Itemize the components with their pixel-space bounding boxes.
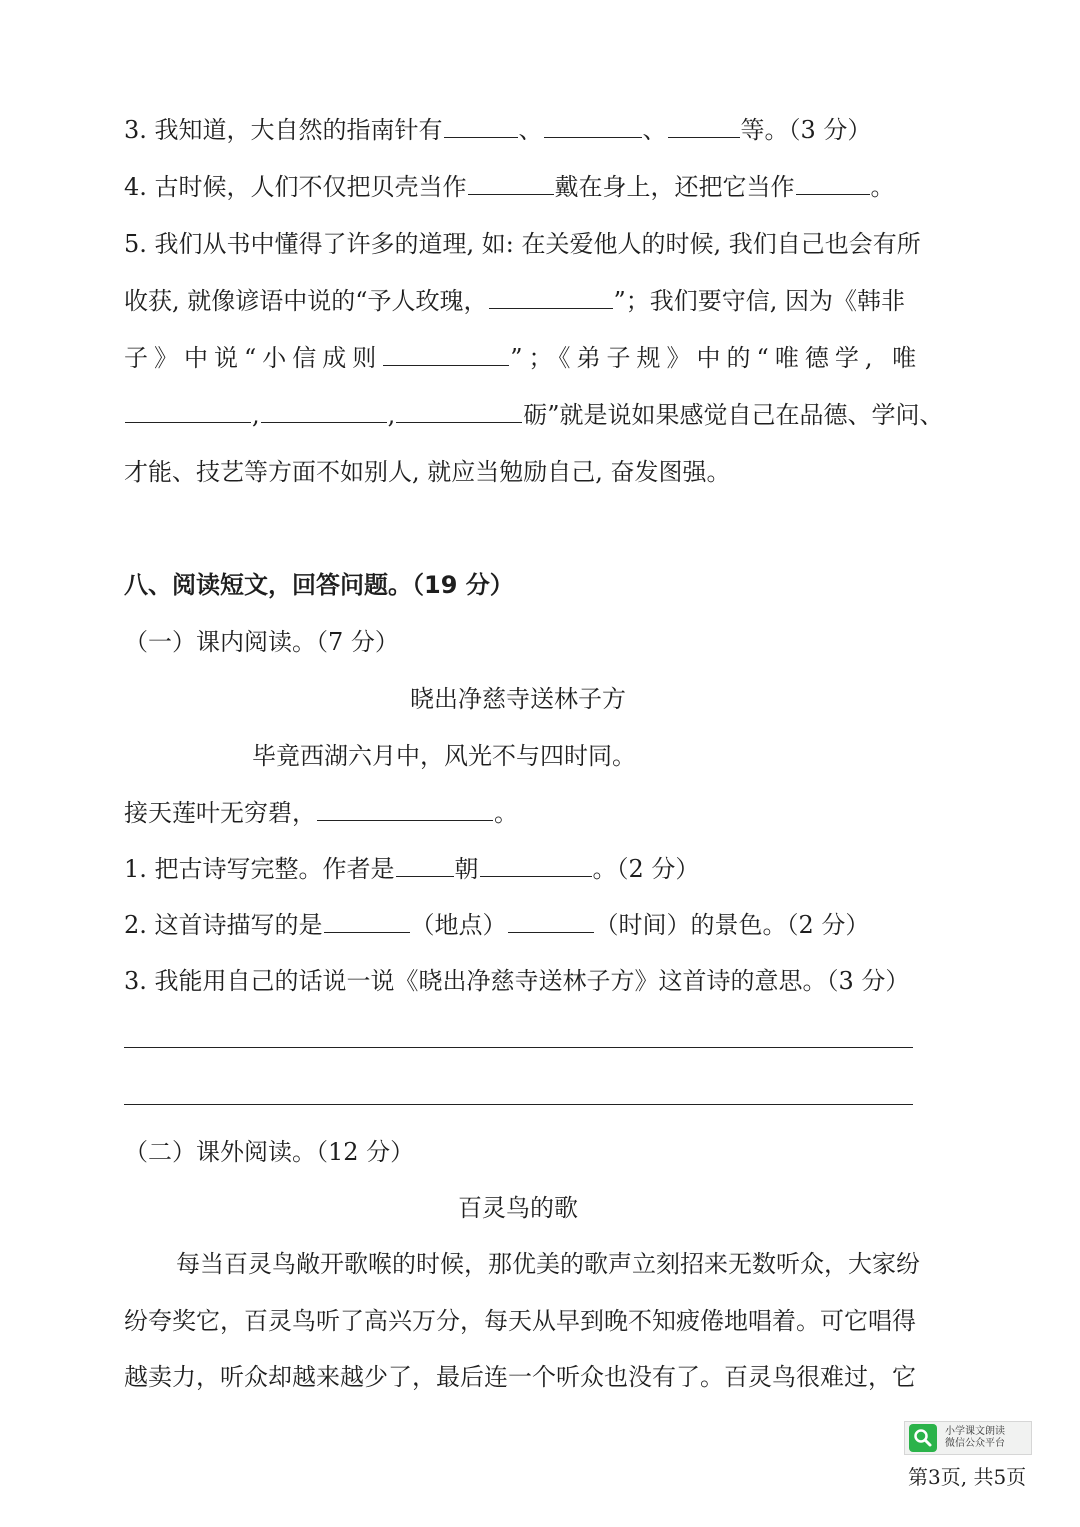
blank[interactable] — [125, 400, 251, 423]
story-para-line-1: 每当百灵鸟敞开歌喉的时候，那优美的歌声立刻招来无数听众，大家纷 — [176, 1250, 920, 1278]
blank[interactable] — [383, 343, 509, 366]
part1-question-3: 3. 我能用自己的话说一说《晓出净慈寺送林子方》这首诗的意思。（3 分） — [124, 967, 910, 995]
poem-line-1: 毕竟西湖六月中，风光不与四时同。 — [252, 742, 636, 770]
part1-question-2: 2. 这首诗描写的是 （地点） （时间）的景色。（2 分） — [124, 911, 870, 939]
part1-question-1: 1. 把古诗写完整。作者是 朝 。（2 分） — [124, 855, 700, 883]
blank[interactable] — [261, 400, 387, 423]
blank[interactable] — [489, 286, 613, 309]
poem-title: 晓出净慈寺送林子方 — [410, 685, 626, 713]
blank[interactable] — [480, 854, 592, 877]
blank[interactable] — [444, 115, 518, 138]
blank[interactable] — [796, 172, 870, 195]
blank[interactable] — [317, 798, 493, 821]
question-5-line4: , , 砺”就是说如果感觉自己在品德、学问、 — [124, 399, 944, 431]
story-title: 百灵鸟的歌 — [458, 1194, 578, 1222]
page-number: 第3页, 共5页 — [908, 1465, 1027, 1489]
story-para-line-3: 越卖力，听众却越来越少了，最后连一个听众也没有了。百灵鸟很难过，它 — [124, 1363, 916, 1391]
answer-line[interactable] — [124, 1047, 913, 1048]
question-5-line1: 5. 我们从书中懂得了许多的道理, 如: 在关爱他人的时候, 我们自己也会有所 — [124, 230, 921, 258]
blank[interactable] — [668, 115, 740, 138]
question-5-line2: 收获, 就像谚语中说的“予人玫瑰， ”；我们要守信, 因为《韩非 — [124, 287, 906, 315]
wechat-watermark — [904, 1421, 1032, 1455]
blank[interactable] — [396, 400, 522, 423]
story-para-line-2: 纷夸奖它，百灵鸟听了高兴万分，每天从早到晚不知疲倦地唱着。可它唱得 — [124, 1307, 916, 1335]
question-5-line5: 才能、技艺等方面不如别人, 就应当勉励自己, 奋发图强。 — [124, 458, 731, 486]
question-5-line3: 子》中说“小信成则 ”；《弟子规》中的“唯德学, 唯 — [124, 344, 923, 372]
question-3: 3. 我知道，大自然的指南针有 、 、 等。（3 分） — [124, 116, 872, 144]
watermark-line2: 微信公众平台 — [945, 1438, 1005, 1449]
blank[interactable] — [396, 854, 454, 877]
part1-label: （一）课内阅读。（7 分） — [124, 628, 399, 656]
poem-line-2: 接天莲叶无穷碧， 。 — [124, 799, 518, 827]
blank[interactable] — [508, 910, 594, 933]
section-heading: 八、阅读短文，回答问题。（19 分） — [124, 571, 514, 599]
search-icon — [909, 1424, 937, 1452]
blank[interactable] — [324, 910, 410, 933]
part2-label: （二）课外阅读。（12 分） — [124, 1138, 415, 1166]
blank[interactable] — [468, 172, 554, 195]
answer-line[interactable] — [124, 1104, 913, 1105]
blank[interactable] — [544, 115, 642, 138]
question-4: 4. 古时候，人们不仅把贝壳当作 戴在身上，还把它当作 。 — [124, 173, 895, 201]
watermark-line1: 小学课文朗读 — [945, 1426, 1005, 1437]
